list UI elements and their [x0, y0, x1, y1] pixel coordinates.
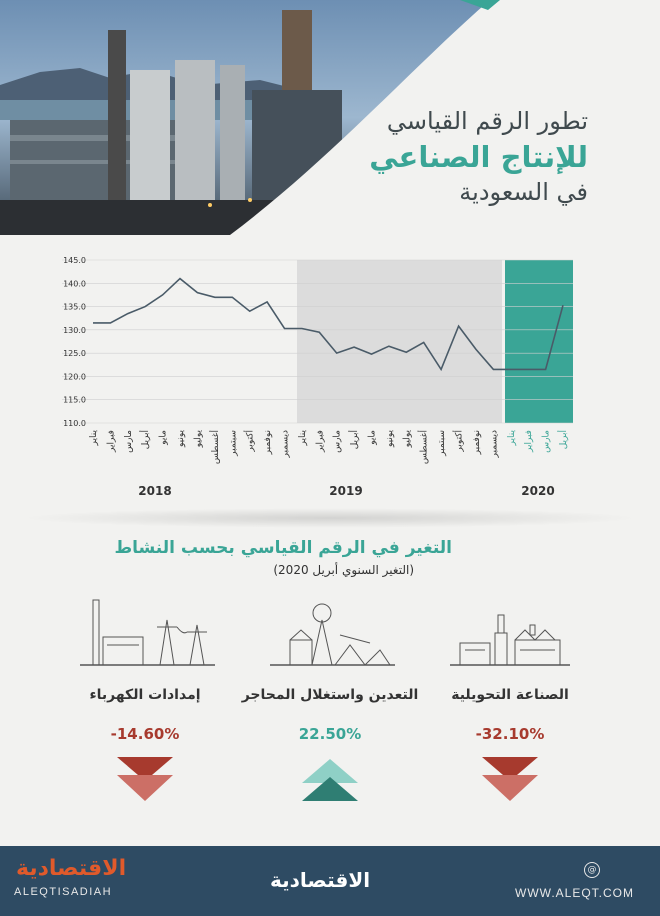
- indicator-electricity: [55, 595, 235, 805]
- x-tick-label: مارس: [332, 430, 343, 453]
- x-tick-label: يناير: [297, 430, 308, 446]
- year-label-2020: 2020: [521, 484, 555, 498]
- factory-icon: [420, 595, 600, 675]
- x-tick-label: يناير: [89, 430, 99, 446]
- indicator-manufacturing: [420, 595, 600, 805]
- indicator-value: 22.50%: [298, 725, 362, 743]
- x-tick-label: يناير: [506, 430, 517, 446]
- y-tick-label: 135.0: [63, 302, 86, 312]
- power-plant-icon: [55, 595, 235, 675]
- x-tick-label: أبريل: [559, 430, 569, 450]
- title-line-2: للإنتاج الصناعي: [369, 140, 588, 174]
- footer-bar: [0, 846, 660, 916]
- x-tick-label: فبراير: [524, 430, 535, 452]
- x-tick-label: ديسمبر: [280, 430, 291, 458]
- x-tick-label: أكتوبر: [245, 430, 256, 452]
- mining-icon: [240, 595, 420, 675]
- x-tick-label: نوفمبر: [471, 430, 482, 455]
- x-tick-label: نوفمبر: [263, 430, 274, 455]
- globe-icon: @: [584, 862, 600, 878]
- brand-logo-center: الاقتصادية: [270, 868, 371, 892]
- indicator-value: -14.60%: [110, 725, 180, 743]
- title-line-1: تطور الرقم القياسي: [386, 107, 588, 135]
- y-tick-label: 110.0: [63, 419, 86, 428]
- x-tick-label: فبراير: [106, 430, 117, 452]
- band-2020: [505, 260, 573, 423]
- x-tick-label: مارس: [541, 430, 552, 453]
- indicator-value: -32.10%: [475, 725, 545, 743]
- brand-logo-left: الاقتصادية: [16, 856, 127, 881]
- y-tick-label: 130.0: [63, 325, 86, 335]
- arrow-down-icon: [420, 755, 600, 803]
- title-line-3: في السعودية: [459, 178, 588, 206]
- indicator-mining: [240, 595, 420, 805]
- indicator-label: التعدين واستغلال المحاجر: [241, 687, 419, 703]
- arrow-down-icon: [55, 755, 235, 803]
- x-tick-label: فبراير: [315, 430, 326, 452]
- x-tick-label: يوليو: [402, 430, 413, 448]
- x-tick-label: أغسطس: [210, 430, 221, 465]
- x-tick-label: يوليو: [193, 430, 204, 448]
- indicator-label: إمدادات الكهرباء: [89, 687, 201, 703]
- y-tick-label: 125.0: [63, 349, 86, 359]
- x-tick-label: مارس: [123, 430, 134, 453]
- section-subtitle: (التغير السنوي أبريل 2020): [273, 563, 414, 577]
- divider-shadow: [20, 508, 640, 528]
- brand-subtitle-left: ALEQTISADIAH: [14, 886, 113, 898]
- line-chart: [0, 250, 660, 510]
- y-tick-label: 120.0: [63, 372, 86, 382]
- x-tick-label: مايو: [367, 430, 378, 445]
- arrow-up-icon: [240, 755, 420, 803]
- x-tick-label: يونيو: [384, 430, 395, 448]
- x-tick-label: أبريل: [141, 430, 152, 450]
- x-tick-label: أكتوبر: [454, 430, 465, 452]
- x-tick-label: مايو: [158, 430, 169, 445]
- x-tick-label: سبتمبر: [437, 430, 448, 456]
- x-tick-label: سبتمبر: [228, 430, 239, 456]
- y-tick-label: 115.0: [63, 395, 86, 405]
- year-label-2019: 2019: [329, 484, 363, 498]
- x-tick-label: أغسطس: [419, 430, 430, 465]
- website-link[interactable]: WWW.ALEQT.COM: [515, 886, 634, 900]
- x-tick-label: يونيو: [176, 430, 187, 448]
- y-tick-label: 145.0: [63, 256, 86, 265]
- indicator-label: الصناعة التحويلية: [451, 687, 569, 703]
- y-tick-label: 140.0: [63, 279, 86, 289]
- year-label-2018: 2018: [138, 484, 172, 498]
- section-title: التغير في الرقم القياسي بحسب النشاط: [114, 538, 452, 558]
- x-tick-label: ديسمبر: [489, 430, 500, 458]
- x-tick-label: أبريل: [350, 430, 361, 450]
